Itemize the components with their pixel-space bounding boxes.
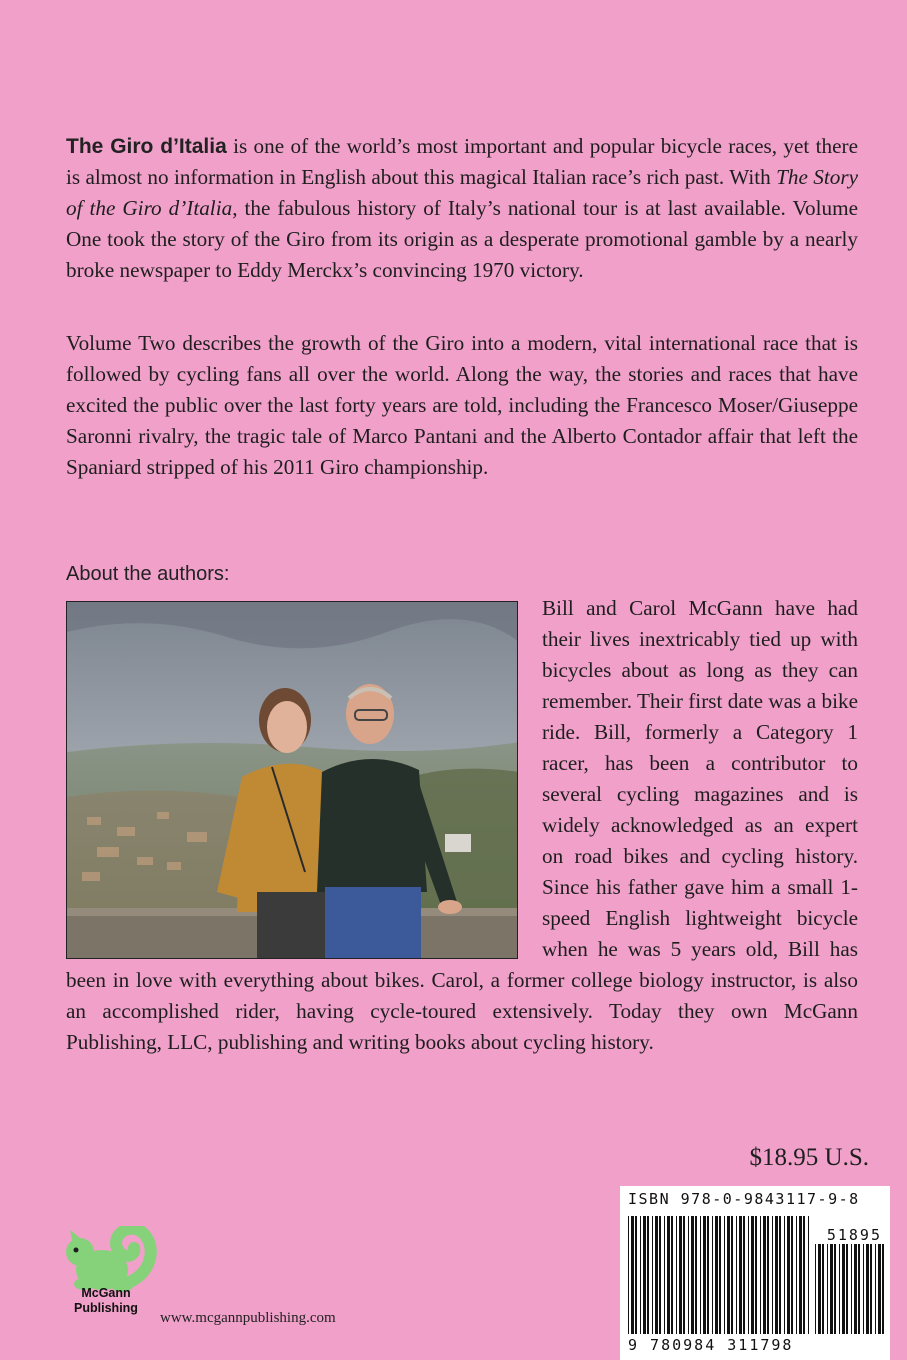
barcode-bar <box>767 1216 769 1334</box>
barcode-bars <box>628 1216 810 1334</box>
author-photo <box>66 601 518 959</box>
barcode-bar <box>854 1244 857 1334</box>
publisher-logo-text <box>64 1286 148 1316</box>
barcode-bar <box>719 1216 721 1334</box>
barcode-bar <box>822 1244 824 1334</box>
barcode-bar <box>842 1244 845 1334</box>
barcode-bar <box>760 1216 761 1334</box>
barcode-bar <box>736 1216 737 1334</box>
about-authors-section <box>66 593 858 1058</box>
barcode-bar <box>715 1216 718 1334</box>
barcode-digits: 9 780984 311798 <box>628 1336 794 1354</box>
isbn-label: ISBN 978-0-9843117-9-8 <box>628 1190 860 1208</box>
barcode-bar <box>635 1216 637 1334</box>
barcode-bar <box>779 1216 781 1334</box>
barcode-bar <box>739 1216 742 1334</box>
logo-line-1: McGann <box>81 1286 131 1300</box>
barcode-bar <box>882 1244 884 1334</box>
barcode-bar <box>799 1216 802 1334</box>
barcode-bar <box>870 1244 872 1334</box>
barcode-bar <box>640 1216 641 1334</box>
barcode-bar <box>818 1244 821 1334</box>
barcode-bar <box>676 1216 677 1334</box>
barcode-bar <box>858 1244 860 1334</box>
barcode-bar <box>755 1216 757 1334</box>
barcode-addon-digits: 51895 <box>826 1226 882 1244</box>
barcode-bar <box>700 1216 701 1334</box>
barcode-bar <box>803 1216 805 1334</box>
isbn-barcode <box>620 1186 890 1360</box>
barcode-bar <box>839 1244 840 1334</box>
barcode-bar <box>748 1216 749 1334</box>
barcode-bar <box>652 1216 653 1334</box>
barcode-bar <box>787 1216 790 1334</box>
description-text-1: is one of the world’s most important and popular bicycle races, yet there is almost no information in English about this magical Italian race’s rich past. With <box>66 134 858 189</box>
logo-line-2: Publishing <box>74 1301 138 1315</box>
barcode-bar <box>664 1216 665 1334</box>
barcode-bar <box>659 1216 661 1334</box>
barcode-bar <box>724 1216 725 1334</box>
barcode-bar <box>827 1244 828 1334</box>
barcode-bar <box>647 1216 649 1334</box>
barcode-bar <box>688 1216 689 1334</box>
description-paragraph-2: Volume Two describes the growth of the Giro into a modern, vital international race that is followed by cycling fans all over the world. Along the way, the stories and races that have excited the public over the last forty years are told, including the Francesco Moser/Giuseppe Saronni rivalry, the tragic tale of Marco Pantani and the Alberto Contador affair that left the Spaniard stripped of his 2011 Giro championship. <box>66 331 858 479</box>
barcode-bar <box>791 1216 793 1334</box>
barcode-bar <box>851 1244 852 1334</box>
price-label: $18.95 U.S. <box>749 1144 869 1171</box>
barcode-bar <box>875 1244 876 1334</box>
barcode-bar <box>655 1216 658 1334</box>
barcode-bar <box>631 1216 634 1334</box>
barcode-bar <box>775 1216 778 1334</box>
barcode-bar <box>691 1216 694 1334</box>
barcode-bar <box>743 1216 745 1334</box>
about-authors-heading: About the authors: <box>66 563 230 585</box>
barcode-bar <box>796 1216 797 1334</box>
barcode-addon-bars <box>815 1244 885 1334</box>
barcode-bar <box>772 1216 773 1334</box>
barcode-bar <box>731 1216 733 1334</box>
barcode-bar <box>695 1216 697 1334</box>
authors-bio: Bill and Carol McGann have had their lives inextricably tied up with bicycles about as long as they can remember. Their first date was a bike ride. Bill, formerly a Category 1 racer, has been a contributor to several cycling magazines and is widely acknowledged as an expert on road bikes and cycling history. Since his father gave him a small 1-speed English lightweight bicycle when he was 5 years old, Bill has been in love with everything about bikes. Carol, a former college biology instructor, is also an accomplished rider, having cycle-toured extensively. Today they own McGann Publishing, LLC, publishing and writing books about cycling history. <box>66 596 858 1054</box>
barcode-bar <box>863 1244 864 1334</box>
barcode-bar <box>667 1216 670 1334</box>
lead-title: The Giro d’Italia <box>66 135 227 158</box>
barcode-bar <box>683 1216 685 1334</box>
barcode-bar <box>808 1216 809 1334</box>
barcode-bar <box>866 1244 869 1334</box>
barcode-bar <box>878 1244 881 1334</box>
barcode-bar <box>763 1216 766 1334</box>
barcode-bar <box>707 1216 709 1334</box>
publisher-website: www.mcgannpublishing.com <box>160 1310 336 1326</box>
barcode-bar <box>679 1216 682 1334</box>
barcode-bar <box>751 1216 754 1334</box>
barcode-bar <box>784 1216 785 1334</box>
barcode-bar <box>671 1216 673 1334</box>
description-text-2: , the fabulous history of Italy’s national tour is at last available. Volume One took the story of the Giro from its origin as a desperate promotional gamble by a nearly broke newspaper to Eddy Merckx’s convincing 1970 victory. <box>66 196 858 282</box>
description-paragraph-1 <box>66 131 858 286</box>
barcode-bar <box>703 1216 706 1334</box>
barcode-bar <box>643 1216 646 1334</box>
barcode-bar <box>727 1216 730 1334</box>
barcode-bar <box>815 1244 816 1334</box>
barcode-bar <box>846 1244 848 1334</box>
book-title: The Story of the Giro d’Italia <box>66 165 858 220</box>
barcode-bar <box>712 1216 713 1334</box>
barcode-bar <box>830 1244 833 1334</box>
barcode-bar <box>628 1216 629 1334</box>
barcode-bar <box>834 1244 836 1334</box>
